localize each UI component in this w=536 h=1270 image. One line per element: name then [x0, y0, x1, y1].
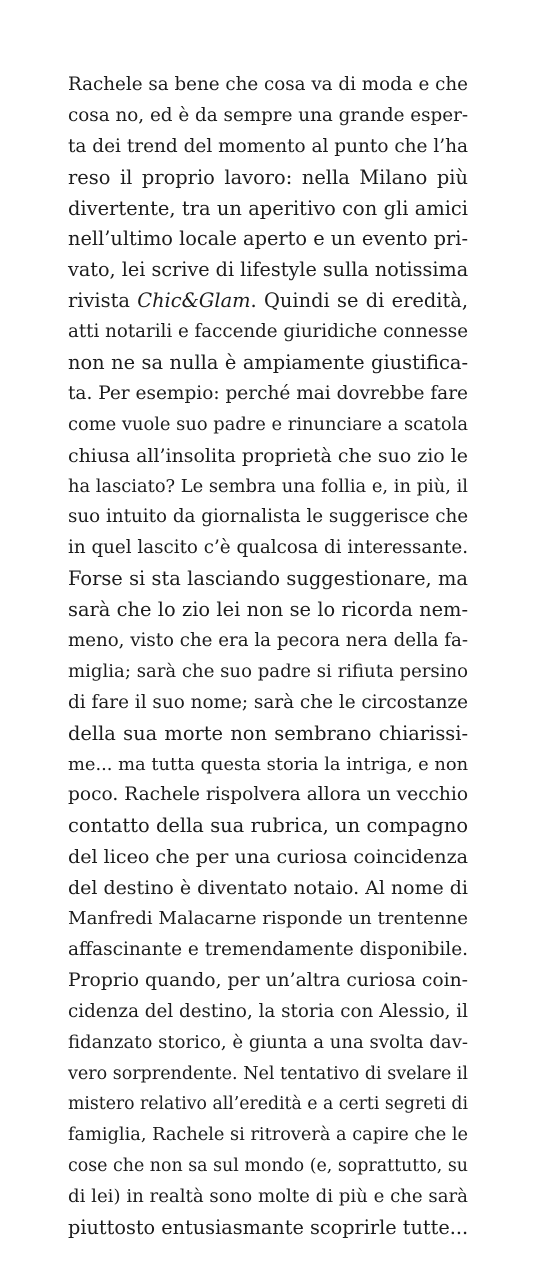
text-line — [68, 1059, 468, 1090]
text-line — [68, 935, 468, 966]
text-segment: reso il proprio lavoro: nella Milano più — [68, 165, 468, 189]
text-segment: suo intuito da giornalista le suggerisce che — [68, 506, 469, 528]
text-line — [68, 255, 468, 286]
text-line — [68, 533, 468, 564]
text-line — [68, 132, 468, 163]
text-segment: in quel lascito c’è qualcosa di interessante. — [68, 537, 468, 559]
text-segment: contatto della sua rubrica, un compagno — [68, 814, 468, 838]
text-segment: fidanzato storico, è giunta a una svolta dav- — [68, 1031, 468, 1053]
text-segment: cidenza del destino, la storia con Alessio, il — [68, 1000, 468, 1022]
text-segment: della sua morte non sembrano chiarissi- — [68, 721, 468, 745]
text-line — [68, 1089, 468, 1120]
text-line — [68, 441, 468, 472]
text-line — [68, 997, 468, 1028]
text-line — [68, 472, 468, 503]
text-line — [68, 163, 468, 194]
text-line — [68, 688, 468, 719]
text-line — [68, 750, 468, 781]
text-line — [68, 657, 468, 688]
text-line — [68, 595, 468, 626]
text-line — [68, 780, 468, 811]
text-segment: . Quindi se di eredità, — [250, 289, 468, 313]
text-segment: ta dei trend del momento al punto che l’ha — [68, 135, 469, 157]
text-segment: meno, visto che era la pecora nera della fa- — [68, 630, 468, 652]
text-line — [68, 1120, 468, 1151]
text-line — [68, 1182, 468, 1213]
text-segment: del liceo che per una curiosa coincidenza — [68, 845, 468, 869]
text-segment: miglia; sarà che suo padre si rifiuta persino — [68, 660, 468, 682]
text-line — [68, 719, 468, 750]
text-line — [68, 379, 468, 410]
text-segment: cose che non sa sul mondo (e, soprattutto, su — [68, 1156, 468, 1177]
text-segment: nell’ultimo locale aperto e un evento pri- — [68, 227, 468, 251]
text-segment: chiusa all’insolita proprietà che suo zio le — [68, 444, 468, 467]
text-line — [68, 1151, 468, 1182]
text-segment: del destino è diventato notaio. Al nome di — [68, 877, 468, 900]
text-segment: cosa no, ed è da sempre una grande esper- — [68, 104, 469, 126]
text-segment: mistero relativo all’eredità e a certi segreti di — [68, 1094, 468, 1115]
text-segment: di fare il suo nome; sarà che le circostanze — [68, 691, 468, 713]
magazine-title-italic: Chic&Glam — [137, 289, 251, 313]
text-segment: non ne sa nulla è ampiamente giustifica- — [68, 351, 468, 375]
text-segment: me... ma tutta questa storia la intriga, e non — [68, 753, 469, 775]
text-segment: di lei) in realtà sono molte di più e che sarà — [68, 1186, 468, 1208]
text-segment: Proprio quando, per un’altra curiosa coin- — [68, 969, 469, 991]
text-line — [68, 564, 468, 595]
text-line — [68, 502, 468, 533]
text-line — [68, 626, 468, 657]
text-segment: vato, lei scrive di lifestyle sulla notissima — [68, 258, 469, 282]
text-line — [68, 1213, 468, 1244]
text-line — [68, 224, 468, 255]
text-segment: come vuole suo padre e rinunciare a scatola — [68, 413, 468, 435]
text-line — [68, 317, 468, 348]
text-segment: rivista — [68, 289, 138, 313]
text-segment: piuttosto entusiasmante scoprirle tutte... — [68, 1215, 469, 1239]
text-line — [68, 101, 468, 132]
text-segment: poco. Rachele rispolvera allora un vecchio — [68, 784, 468, 806]
text-line — [68, 966, 468, 997]
text-segment: atti notarili e faccende giuridiche connesse — [68, 321, 468, 343]
text-segment: vero sorprendente. Nel tentativo di svelare il — [68, 1063, 468, 1084]
text-line — [68, 70, 468, 101]
synopsis-paragraph — [68, 70, 468, 1244]
text-line — [68, 873, 468, 904]
text-segment: Manfredi Malacarne risponde un trentenne — [68, 908, 468, 930]
text-segment: Forse si sta lasciando suggestionare, ma — [68, 567, 468, 591]
text-line — [68, 410, 468, 441]
text-segment: ha lasciato? Le sembra una follia e, in più, il — [68, 475, 469, 497]
text-segment: divertente, tra un aperitivo con gli amici — [68, 196, 468, 220]
text-segment: famiglia, Rachele si ritroverà a capire che le — [68, 1125, 468, 1146]
text-segment: ta. Per esempio: perché mai dovrebbe fare — [68, 382, 468, 404]
text-line — [68, 904, 468, 935]
text-line — [68, 1028, 468, 1059]
text-segment: affascinante e tremendamente disponibile. — [68, 938, 468, 960]
text-segment: Rachele sa bene che cosa va di moda e che — [68, 74, 468, 95]
text-line — [68, 194, 468, 225]
text-line — [68, 286, 468, 317]
text-line — [68, 811, 468, 842]
text-line — [68, 348, 468, 379]
text-segment: sarà che lo zio lei non se lo ricorda nem- — [68, 598, 468, 622]
text-line — [68, 842, 468, 873]
